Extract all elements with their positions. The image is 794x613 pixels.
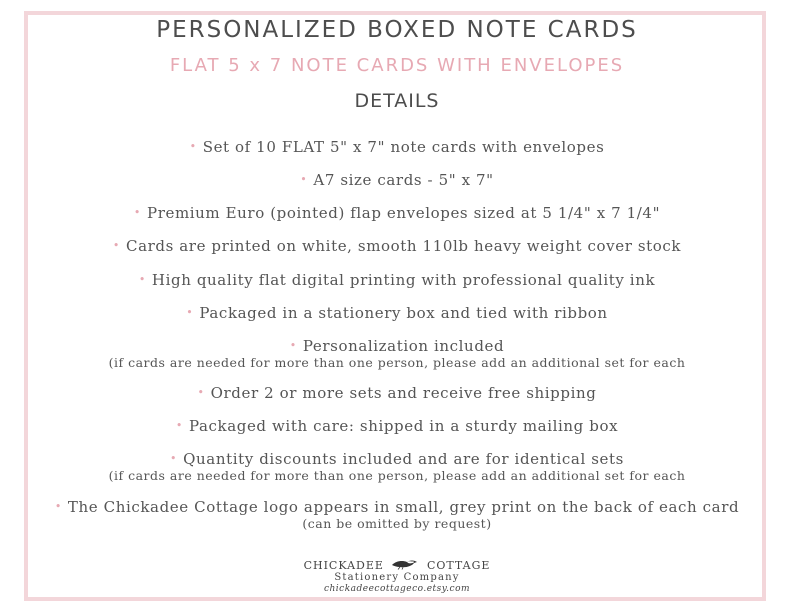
list-item-text: A7 size cards - 5" x 7" — [313, 171, 494, 189]
list-item — [30, 237, 764, 255]
list-item — [30, 171, 764, 189]
list-item-text: Cards are printed on white, smooth 110lb heavy weight cover stock — [126, 237, 682, 255]
logo-subline: Stationery Company — [334, 572, 460, 583]
list-item — [30, 204, 764, 222]
page-title: PERSONALIZED BOXED NOTE CARDS — [156, 17, 638, 43]
list-item-note: (if cards are needed for more than one person, please add an additional set for each — [108, 355, 686, 370]
bullet-dot-icon: • — [197, 386, 205, 399]
bullet-dot-icon: • — [133, 206, 141, 219]
logo-right-word: COTTAGE — [426, 559, 491, 572]
list-item — [30, 450, 764, 483]
list-item-note: (if cards are needed for more than one person, please add an additional set for each — [108, 468, 686, 483]
list-item — [30, 417, 764, 435]
list-item-text: The Chickadee Cottage logo appears in small, grey print on the back of each card — [67, 498, 740, 516]
list-item-text: Set of 10 FLAT 5" x 7" note cards with envelopes — [202, 138, 605, 156]
logo-wordmark — [0, 558, 794, 572]
bullet-dot-icon: • — [138, 273, 146, 286]
page-subtitle: FLAT 5 x 7 NOTE CARDS WITH ENVELOPES — [169, 55, 625, 76]
chickadee-bird-icon — [390, 558, 420, 570]
list-item — [30, 304, 764, 322]
list-item — [30, 337, 764, 370]
bullet-dot-icon: • — [289, 339, 297, 352]
list-item-text: Quantity discounts included and are for identical sets — [183, 450, 624, 468]
list-item-text: Personalization included — [302, 337, 505, 355]
list-item — [30, 384, 764, 402]
list-item-text: Packaged with care: shipped in a sturdy mailing box — [188, 417, 619, 435]
brand-logo — [0, 558, 794, 595]
bullet-dot-icon: • — [175, 419, 183, 432]
list-item — [30, 138, 764, 156]
list-item-text: Order 2 or more sets and receive free shipping — [210, 384, 597, 402]
bullet-dot-icon: • — [54, 500, 62, 513]
list-item-text: Premium Euro (pointed) flap envelopes sized at 5 1/4" x 7 1/4" — [147, 204, 661, 222]
bullet-dot-icon: • — [170, 452, 178, 465]
bullet-dot-icon: • — [112, 239, 120, 252]
list-item-text: Packaged in a stationery box and tied with ribbon — [199, 304, 608, 322]
list-item-text: High quality flat digital printing with professional quality ink — [151, 271, 656, 289]
bullet-dot-icon: • — [300, 173, 308, 186]
bullet-dot-icon: • — [186, 306, 194, 319]
bullet-dot-icon: • — [189, 140, 197, 153]
list-item — [30, 498, 764, 531]
list-item — [30, 271, 764, 289]
logo-left-word: CHICKADEE — [303, 559, 384, 572]
list-item-note: (can be omitted by request) — [302, 516, 492, 531]
section-heading: DETAILS — [354, 90, 440, 112]
shop-url: chickadeecottageco.etsy.com — [323, 584, 471, 594]
